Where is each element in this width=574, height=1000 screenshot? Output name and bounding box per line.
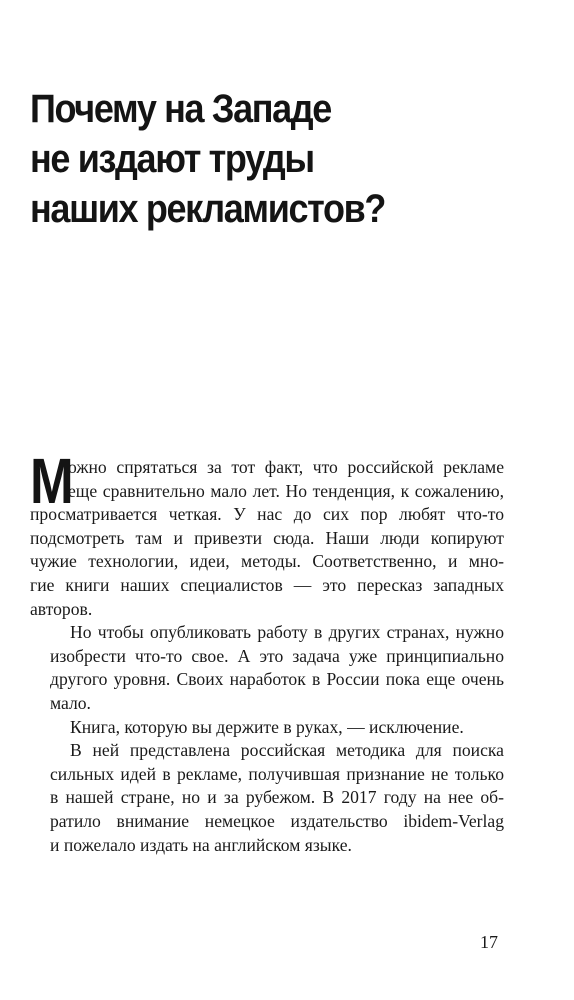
text-line: ратило внимание немецкое издательство ibidem-Verlag	[50, 810, 504, 831]
text-line: сильных идей в рекламе, получившая признание не только	[50, 763, 504, 784]
text-line: подсмотреть там и привезти сюда. Наши люди копируют	[30, 527, 504, 548]
text-line: просматривается четкая. У нас до сих пор любят что-то	[30, 504, 504, 525]
chapter-title-line: наших рекламистов?	[30, 187, 386, 231]
text-line: ожно спрятаться за тот факт, что российской рекламе	[68, 457, 504, 477]
chapter-title-line: Почему на Западе	[30, 87, 331, 131]
paragraph	[30, 739, 504, 857]
paragraph	[30, 621, 504, 715]
body-text	[30, 445, 504, 857]
paragraph	[30, 445, 504, 621]
text-line: мало.	[50, 692, 91, 713]
text-line: другого уровня. Своих наработок в России пока еще очень	[50, 669, 504, 690]
text-line: чужие технологии, идеи, методы. Соответственно, и мно-	[30, 551, 504, 572]
text-line: в нашей стране, но и за рубежом. В 2017 году на нее об-	[50, 787, 504, 808]
text-line: изобрести что-то свое. А это задача уже принципиально	[50, 645, 504, 666]
text-line: еще сравнительно мало лет. Но тенденция, к сожалению,	[68, 480, 504, 501]
text-line: Но чтобы опубликовать работу в других странах, нужно	[70, 622, 504, 643]
chapter-title	[30, 84, 498, 234]
text-line: авторов.	[30, 598, 93, 619]
text-line: В ней представлена российская методика для поиска	[70, 740, 504, 761]
chapter-title-line: не издают труды	[30, 137, 314, 181]
paragraph	[30, 716, 504, 740]
text-line: Книга, которую вы держите в руках, — исключение.	[70, 716, 464, 737]
page-number: 17	[480, 932, 498, 952]
drop-cap: М	[30, 445, 74, 517]
text-line: и пожелало издать на английском языке.	[50, 834, 352, 855]
text-line: гие книги наших специалистов — это пересказ западных	[30, 574, 504, 595]
